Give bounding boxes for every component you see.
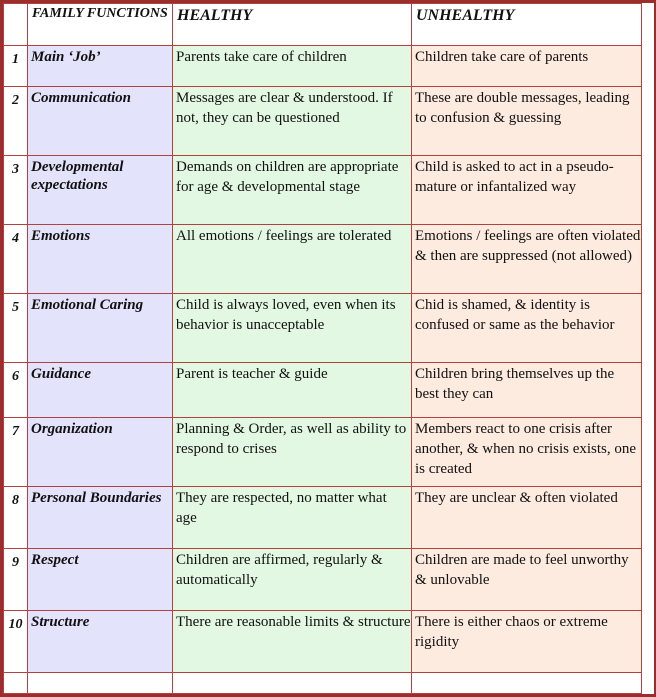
healthy-cell: Planning & Order, as well as ability to respond to crises — [173, 418, 412, 487]
healthy-cell: All emotions / feelings are tolerated — [173, 225, 412, 294]
function-label: Organization — [28, 418, 173, 487]
row-number: 5 — [4, 294, 28, 363]
empty-cell — [28, 673, 173, 694]
header-number-cell — [4, 4, 28, 46]
healthy-cell: Children are affirmed, regularly & automatically — [173, 549, 412, 611]
row-number: 10 — [4, 611, 28, 673]
function-label: Main ‘Job’ — [28, 46, 173, 87]
table-row — [4, 363, 642, 418]
unhealthy-cell: Emotions / feelings are often violated & then are suppressed (not allowed) — [412, 225, 642, 294]
table-row — [4, 549, 642, 611]
unhealthy-cell: Chid is shamed, & identity is confused or same as the behavior — [412, 294, 642, 363]
unhealthy-cell: They are unclear & often violated — [412, 487, 642, 549]
empty-cell — [4, 673, 28, 694]
function-label: Communication — [28, 87, 173, 156]
empty-row — [4, 673, 642, 694]
row-number: 4 — [4, 225, 28, 294]
row-number: 3 — [4, 156, 28, 225]
healthy-cell: Parent is teacher & guide — [173, 363, 412, 418]
function-label: Emotional Caring — [28, 294, 173, 363]
unhealthy-cell: Children bring themselves up the best they can — [412, 363, 642, 418]
unhealthy-cell: These are double messages, leading to confusion & guessing — [412, 87, 642, 156]
healthy-cell: They are respected, no matter what age — [173, 487, 412, 549]
healthy-cell: Parents take care of children — [173, 46, 412, 87]
table-row — [4, 611, 642, 673]
empty-cell — [412, 673, 642, 694]
table-row — [4, 294, 642, 363]
header-family-functions: FAMILY FUNCTIONS — [28, 4, 173, 46]
unhealthy-cell: There is either chaos or extreme rigidity — [412, 611, 642, 673]
unhealthy-cell: Children take care of parents — [412, 46, 642, 87]
unhealthy-cell: Children are made to feel unworthy & unlovable — [412, 549, 642, 611]
unhealthy-cell: Child is asked to act in a pseudo-mature or infantalized way — [412, 156, 642, 225]
function-label: Personal Boundaries — [28, 487, 173, 549]
healthy-cell: Messages are clear & understood. If not, they can be questioned — [173, 87, 412, 156]
empty-cell — [173, 673, 412, 694]
table-row — [4, 87, 642, 156]
function-label: Respect — [28, 549, 173, 611]
function-label: Structure — [28, 611, 173, 673]
row-number: 6 — [4, 363, 28, 418]
header-row — [4, 4, 642, 46]
healthy-cell: Demands on children are appropriate for age & developmental stage — [173, 156, 412, 225]
table-row — [4, 46, 642, 87]
unhealthy-cell: Members react to one crisis after another, & when no crisis exists, one is created — [412, 418, 642, 487]
table-row — [4, 487, 642, 549]
header-healthy: HEALTHY — [173, 4, 412, 46]
table-row — [4, 156, 642, 225]
row-number: 2 — [4, 87, 28, 156]
table-row — [4, 418, 642, 487]
healthy-cell: There are reasonable limits & structure — [173, 611, 412, 673]
function-label: Developmental expectations — [28, 156, 173, 225]
row-number: 9 — [4, 549, 28, 611]
row-number: 1 — [4, 46, 28, 87]
right-border-strip — [641, 3, 654, 694]
row-number: 8 — [4, 487, 28, 549]
healthy-cell: Child is always loved, even when its behavior is unacceptable — [173, 294, 412, 363]
table-row — [4, 225, 642, 294]
row-number: 7 — [4, 418, 28, 487]
header-unhealthy: UNHEALTHY — [412, 4, 642, 46]
family-functions-table — [3, 3, 642, 694]
function-label: Guidance — [28, 363, 173, 418]
function-label: Emotions — [28, 225, 173, 294]
